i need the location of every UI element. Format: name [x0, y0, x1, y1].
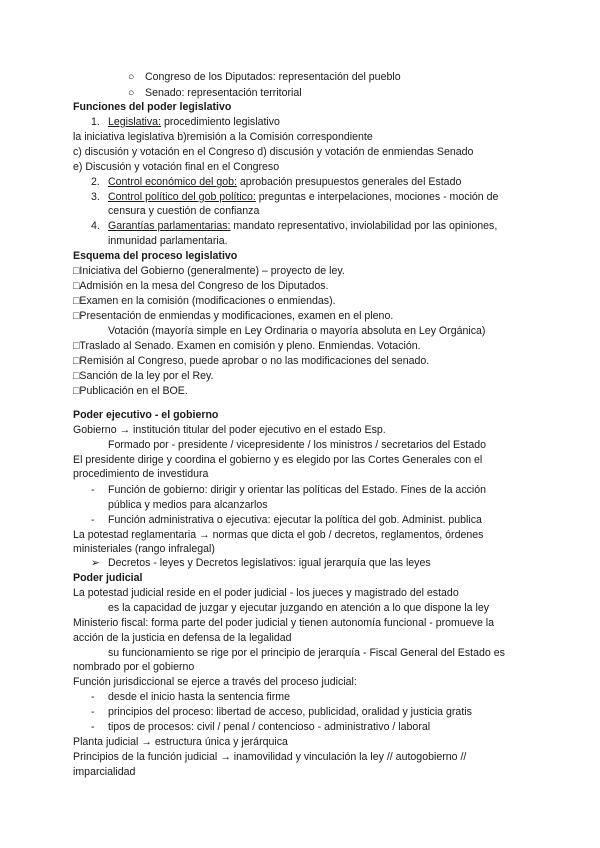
list-item: □Remisión al Congreso, puede aprobar o no las modificaciones del senado. — [73, 355, 430, 367]
dash-bullet-icon: - — [91, 706, 95, 718]
list-item-text: Congreso de los Diputados: representación del pueblo — [145, 71, 401, 83]
paragraph-line: c) discusión y votación en el Congreso d) discusión y votación de enmiendas Senado — [73, 146, 474, 158]
checkbox-icon: □ — [73, 280, 80, 292]
paragraph-line: es la capacidad de juzgar y ejecutar juzgando en atención a lo que dispone la ley — [108, 602, 490, 614]
list-item-continuation: censura y cuestión de confianza — [108, 205, 260, 217]
list-item: □Presentación de enmiendas y modificaciones, examen en el pleno. — [73, 310, 394, 322]
list-item: □Examen en la comisión (modificaciones o enmiendas). — [73, 295, 336, 307]
list-item — [108, 219, 497, 233]
section-heading: Esquema del proceso legislativo — [73, 250, 238, 262]
list-item: Función administrativa o ejecutiva: ejecutar la política del gob. Administ. publica — [108, 514, 482, 526]
list-number: 2. — [91, 176, 100, 188]
checkbox-icon: □ — [73, 355, 80, 367]
paragraph-line: Función jurisdiccional se ejerce a través del proceso judicial: — [73, 676, 357, 688]
list-number: 3. — [91, 191, 100, 203]
circle-bullet-icon: ○ — [128, 87, 135, 99]
list-item: □Traslado al Senado. Examen en comisión y pleno. Enmiendas. Votación. — [73, 340, 421, 352]
dash-bullet-icon: - — [91, 691, 95, 703]
paragraph-line: acción de la justicia en defensa de la legalidad — [73, 632, 292, 644]
list-item: □Sanción de la ley por el Rey. — [73, 370, 214, 382]
checkbox-icon: □ — [73, 385, 80, 397]
paragraph-line: imparcialidad — [73, 766, 136, 778]
arrow-bullet-icon: ➢ — [91, 557, 100, 569]
circle-bullet-icon: ○ — [128, 71, 135, 83]
paragraph-line: nombrado por el gobierno — [73, 661, 195, 673]
checkbox-icon: □ — [73, 295, 80, 307]
dash-bullet-icon: - — [91, 514, 95, 526]
paragraph-line: La potestad reglamentaria → normas que dicta el gob / decretos, reglamentos, órdenes — [73, 529, 484, 541]
list-item-continuation: pública y medios para alcanzarlos — [108, 499, 268, 511]
paragraph-line: procedimiento de investidura — [73, 468, 209, 480]
checkbox-icon: □ — [73, 310, 80, 322]
paragraph-line: ministeriales (rango infralegal) — [73, 543, 215, 555]
list-item — [108, 190, 498, 204]
section-heading: Poder judicial — [73, 572, 143, 584]
list-item-label: Garantías parlamentarias: — [108, 220, 231, 232]
list-item-text: procedimiento legislativo — [161, 116, 280, 128]
list-item — [108, 175, 461, 189]
list-item-text: mandato representativo, inviolabilidad por las opiniones, — [230, 220, 498, 232]
paragraph-line: El presidente dirige y coordina el gobierno y es elegido por las Cortes Generales con el — [73, 454, 483, 466]
list-item-label: Legislativa: — [108, 116, 161, 128]
paragraph-line: Formado por - presidente / vicepresidente / los ministros / secretarios del Estado — [108, 439, 487, 451]
list-item-text: preguntas e interpelaciones, mociones - moción de — [255, 191, 499, 203]
list-item: Decretos - leyes y Decretos legislativos: igual jerarquía que las leyes — [108, 557, 431, 569]
checkbox-icon: □ — [73, 340, 80, 352]
paragraph-line: su funcionamiento se rige por el principio de jerarquía - Fiscal General del Estado es — [108, 647, 505, 659]
dash-bullet-icon: - — [91, 721, 95, 733]
list-item — [108, 115, 280, 129]
list-item-text: aprobación presupuestos generales del Estado — [236, 176, 462, 188]
list-item: □Iniciativa del Gobierno (generalmente) – proyecto de ley. — [73, 265, 345, 277]
paragraph-line: Principios de la función judicial → inamovilidad y vinculación la ley // autogobierno // — [73, 751, 467, 763]
list-item-text: Senado: representación territorial — [145, 87, 302, 99]
list-item: desde el inicio hasta la sentencia firme — [108, 691, 290, 703]
list-item — [128, 70, 134, 84]
list-item: □Publicación en el BOE. — [73, 385, 188, 397]
list-item-label: Control político del gob político: — [108, 191, 256, 203]
paragraph-line: La potestad judicial reside en el poder judicial - los jueces y magistrado del estado — [73, 587, 459, 599]
paragraph-line: la iniciativa legislativa b)remisión a la Comisión correspondiente — [73, 131, 373, 143]
list-number: 4. — [91, 220, 100, 232]
list-item-continuation: inmunidad parlamentaria. — [108, 235, 228, 247]
dash-bullet-icon: - — [91, 484, 95, 496]
list-item: □Admisión en la mesa del Congreso de los Diputados. — [73, 280, 329, 292]
list-item-label: Control económico del gob: — [108, 176, 237, 188]
section-heading: Funciones del poder legislativo — [73, 101, 232, 113]
list-item: tipos de procesos: civil / penal / contencioso - administrativo / laboral — [108, 721, 431, 733]
paragraph-line: Votación (mayoría simple en Ley Ordinaria o mayoría absoluta en Ley Orgánica) — [108, 325, 486, 337]
checkbox-icon: □ — [73, 265, 80, 277]
paragraph-line: e) Discusión y votación final en el Congreso — [73, 161, 280, 173]
list-number: 1. — [91, 116, 100, 128]
paragraph-line: Planta judicial → estructura única y jerárquica — [73, 736, 288, 748]
paragraph-line: Gobierno → institución titular del poder ejecutivo en el estado Esp. — [73, 424, 386, 436]
list-item — [128, 86, 134, 100]
checkbox-icon: □ — [73, 370, 80, 382]
list-item: Función de gobierno: dirigir y orientar las políticas del Estado. Fines de la acción — [108, 484, 487, 496]
paragraph-line: Ministerio fiscal: forma parte del poder judicial y tienen autonomía funcional - promueve la — [73, 617, 495, 629]
section-heading: Poder ejecutivo - el gobierno — [73, 409, 219, 421]
list-item: principios del proceso: libertad de acceso, publicidad, oralidad y justicia gratis — [108, 706, 472, 718]
